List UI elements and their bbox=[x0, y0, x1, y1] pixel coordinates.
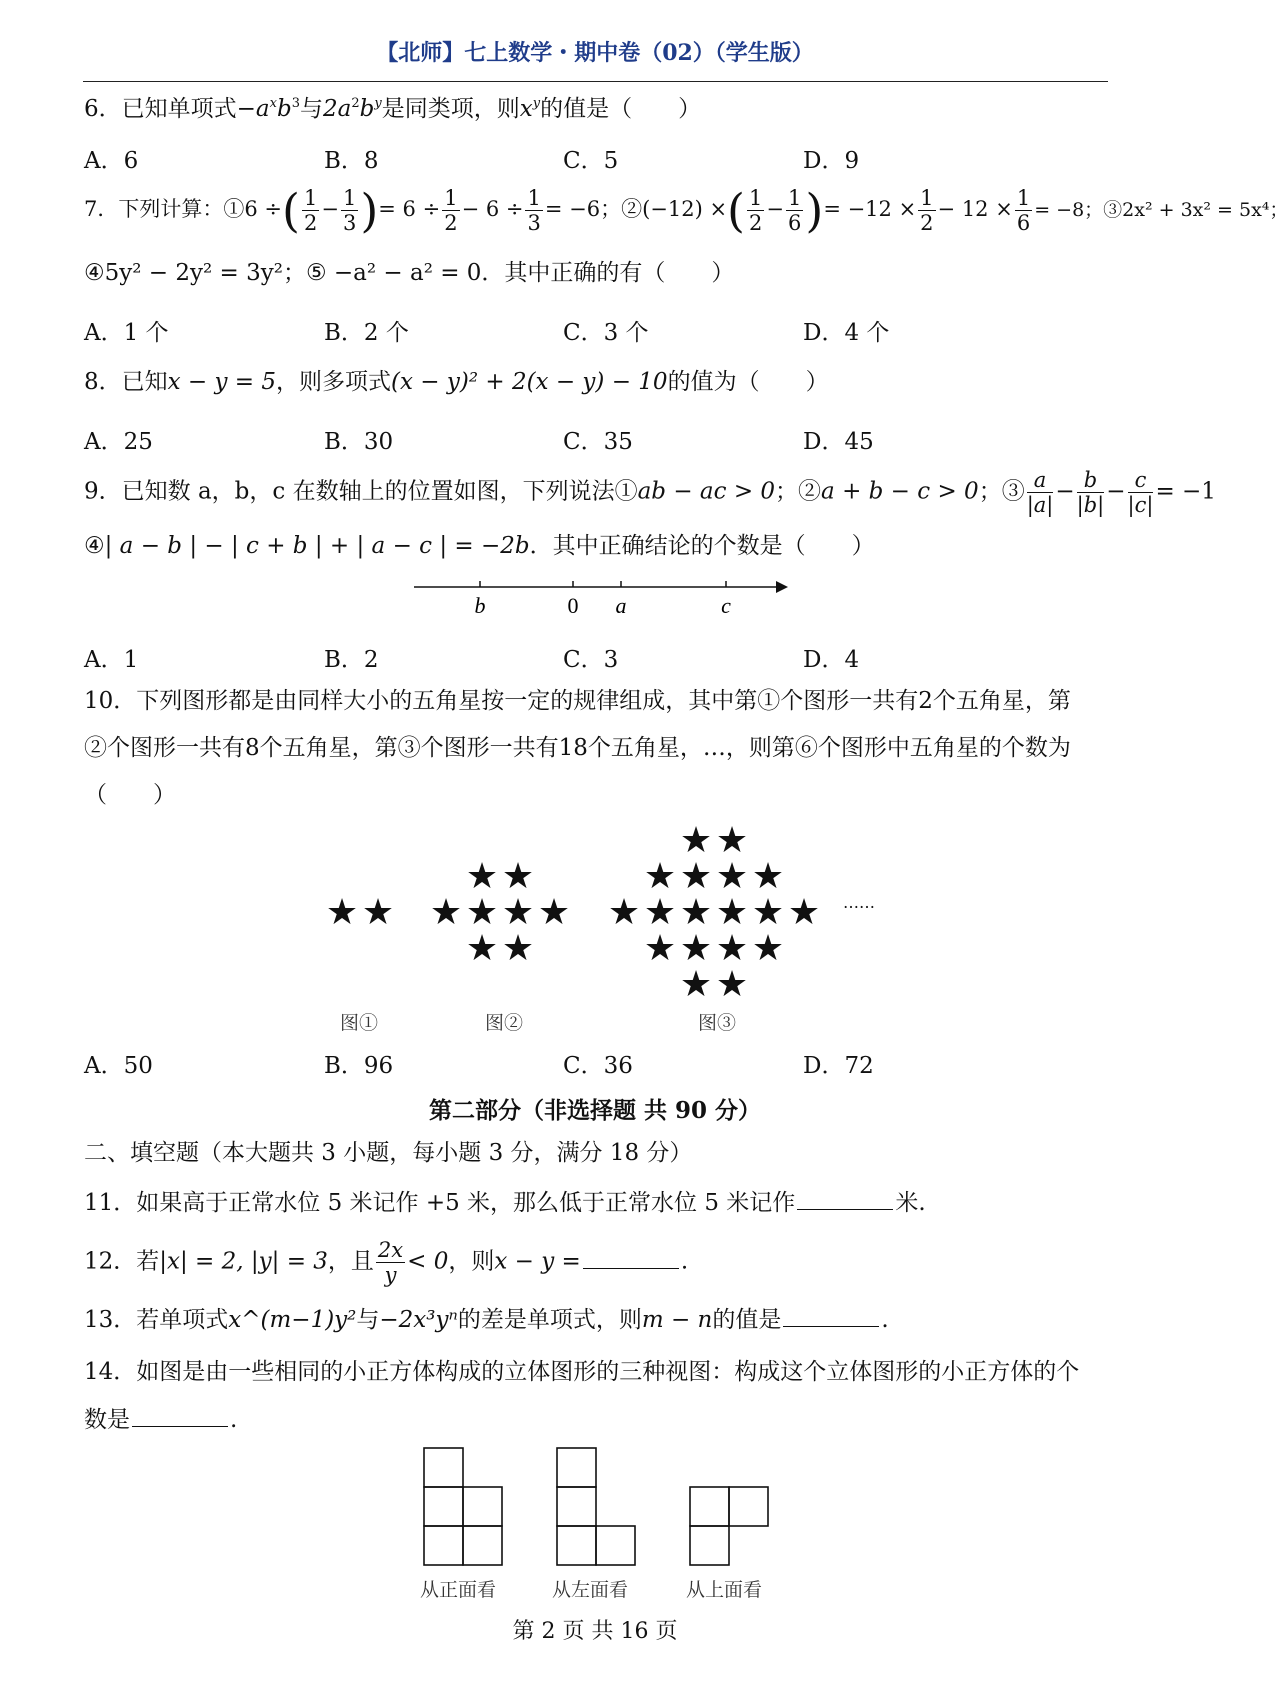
top-view bbox=[690, 1487, 768, 1565]
star-icon: ★ bbox=[679, 928, 713, 969]
pattern-ellipsis: …… bbox=[843, 893, 875, 912]
star-icon: ★ bbox=[429, 892, 463, 933]
star-icon: ★ bbox=[679, 892, 713, 933]
label-0: 0 bbox=[567, 593, 579, 618]
star-icon: ★ bbox=[465, 856, 499, 897]
page-header: 【北师】七上数学・期中卷（02）（学生版） bbox=[376, 40, 814, 66]
question-10-line2: ②个图形一共有8个五角星，第③个图形一共有18个五角星，…，则第⑥个图形中五角星的个数为 bbox=[84, 735, 1071, 761]
q7-option-c[interactable]: C．3 个 bbox=[563, 320, 649, 346]
q6-option-c[interactable]: C．5 bbox=[563, 148, 619, 174]
question-12: 12．若|x| = 2, |y| = 3，且 $\frac{2x}{y}$ < 0，则x − y = . bbox=[84, 1238, 689, 1287]
question-10-line3: （ ） bbox=[84, 782, 176, 808]
q10-option-b[interactable]: B．96 bbox=[324, 1053, 394, 1079]
caption-top-view: 从上面看 bbox=[686, 1579, 763, 1601]
q12-answer-blank[interactable] bbox=[583, 1246, 679, 1269]
question-9: 9．已知数 a，b，c 在数轴上的位置如图，下列说法①ab − ac > 0；②a + b − c > 0；③ $\frac{a}{|a|}$ − $\frac{b}{|b|}$ − $\frac{c}{|c|}$ = −1 bbox=[84, 468, 1216, 517]
star-icon: ★ bbox=[787, 892, 821, 933]
q8-option-a[interactable]: A．25 bbox=[84, 429, 153, 455]
question-13: 13．若单项式x^(m−1)y²与−2x³yⁿ的差是单项式，则m − n的值是 . bbox=[84, 1304, 889, 1335]
star-icon: ★ bbox=[465, 892, 499, 933]
q6-option-b[interactable]: B．8 bbox=[324, 148, 379, 174]
star-icon: ★ bbox=[715, 856, 749, 897]
q9-option-a[interactable]: A．1 bbox=[84, 647, 139, 673]
q6-option-a[interactable]: A．6 bbox=[84, 148, 139, 174]
star-icon: ★ bbox=[643, 892, 677, 933]
left-view bbox=[557, 1448, 635, 1565]
label-a: a bbox=[615, 593, 627, 618]
caption-left-view: 从左面看 bbox=[552, 1579, 629, 1601]
q7-option-b[interactable]: B．2 个 bbox=[324, 320, 409, 346]
part-2-title: 第二部分（非选择题 共 90 分） bbox=[428, 1097, 762, 1124]
question-9-cont: ④| a − b | − | c + b | + | a − c | = −2b．其中正确结论的个数是（ ） bbox=[84, 533, 875, 559]
star-icon: ★ bbox=[537, 892, 571, 933]
question-8: 8．已知x − y = 5，则多项式(x − y)² + 2(x − y) − 10的值为（ ） bbox=[84, 369, 829, 395]
star-icon: ★ bbox=[501, 892, 535, 933]
star-pattern-figures bbox=[0, 810, 1190, 1040]
star-icon: ★ bbox=[715, 892, 749, 933]
star-icon: ★ bbox=[643, 856, 677, 897]
number-line bbox=[410, 570, 790, 620]
star-icon: ★ bbox=[465, 928, 499, 969]
caption-figure-1: 图① bbox=[340, 1012, 379, 1034]
star-icon: ★ bbox=[715, 928, 749, 969]
star-icon: ★ bbox=[715, 964, 749, 1005]
question-14-cont: 数是 . bbox=[84, 1404, 237, 1435]
q9-option-d[interactable]: D．4 bbox=[803, 647, 860, 673]
star-icon: ★ bbox=[501, 856, 535, 897]
q8-option-c[interactable]: C．35 bbox=[563, 429, 633, 455]
star-icon: ★ bbox=[751, 928, 785, 969]
q10-option-a[interactable]: A．50 bbox=[84, 1053, 153, 1079]
q11-answer-blank[interactable] bbox=[797, 1187, 893, 1210]
q7-option-d[interactable]: D．4 个 bbox=[803, 320, 890, 346]
question-11: 11．如果高于正常水位 5 米记作 +5 米，那么低于正常水位 5 米记作 米. bbox=[84, 1187, 926, 1218]
star-icon: ★ bbox=[643, 928, 677, 969]
star-icon: ★ bbox=[751, 892, 785, 933]
star-icon: ★ bbox=[607, 892, 641, 933]
q9-option-b[interactable]: B．2 bbox=[324, 647, 379, 673]
section-2-heading: 二、填空题（本大题共 3 小题，每小题 3 分，满分 18 分） bbox=[84, 1140, 693, 1166]
q7-option-a[interactable]: A．1 个 bbox=[84, 320, 169, 346]
q8-option-b[interactable]: B．30 bbox=[324, 429, 394, 455]
q6-option-d[interactable]: D．9 bbox=[803, 148, 860, 174]
q13-answer-blank[interactable] bbox=[783, 1304, 879, 1327]
caption-front-view: 从正面看 bbox=[420, 1579, 497, 1601]
header-divider bbox=[83, 81, 1108, 82]
star-icon: ★ bbox=[679, 820, 713, 861]
question-7: 7．下列计算：①6 ÷( $\frac{1}{2}$ − $\frac{1}{3}$ )= 6 ÷ $\frac{1}{2}$ − 6 ÷ $\frac{1}{3}$ = −6；②(−12) ×( $\frac{1}{2}$ − $\frac{1}{6}$ )= −12 × $\frac{1}{2}$ − 12 × $\frac{1}{6}$ = −8；③2x² + 3x² = 5x⁴； bbox=[84, 183, 1288, 238]
caption-figure-3: 图③ bbox=[698, 1012, 737, 1034]
question-14: 14．如图是由一些相同的小正方体构成的立体图形的三种视图：构成这个立体图形的小正方体的个 bbox=[84, 1359, 1080, 1385]
label-c: c bbox=[721, 593, 731, 618]
front-view bbox=[424, 1448, 502, 1565]
q14-answer-blank[interactable] bbox=[132, 1404, 228, 1427]
question-10: 10．下列图形都是由同样大小的五角星按一定的规律组成，其中第①个图形一共有2个五角星，第 bbox=[84, 688, 1071, 714]
star-icon: ★ bbox=[679, 856, 713, 897]
label-b: b bbox=[474, 593, 486, 618]
caption-figure-2: 图② bbox=[485, 1012, 524, 1034]
page-footer: 第 2 页 共 16 页 bbox=[512, 1619, 678, 1644]
star-icon: ★ bbox=[679, 964, 713, 1005]
q8-option-d[interactable]: D．45 bbox=[803, 429, 874, 455]
star-icon: ★ bbox=[325, 892, 359, 933]
star-icon: ★ bbox=[501, 928, 535, 969]
q9-option-c[interactable]: C．3 bbox=[563, 647, 619, 673]
question-6: 6．已知单项式$-a^xb^3$与$2a^2b^y$是同类项，则$x^y$的值是（ ） bbox=[84, 96, 702, 122]
q10-option-d[interactable]: D．72 bbox=[803, 1053, 874, 1079]
three-views-figure bbox=[420, 1446, 780, 1570]
star-icon: ★ bbox=[751, 856, 785, 897]
question-7-cont: ④5y² − 2y² = 3y²；⑤ −a² − a² = 0．其中正确的有（ ） bbox=[84, 260, 735, 286]
star-icon: ★ bbox=[361, 892, 395, 933]
number-line-arrow bbox=[776, 581, 788, 593]
q10-option-c[interactable]: C．36 bbox=[563, 1053, 633, 1079]
star-icon: ★ bbox=[715, 820, 749, 861]
